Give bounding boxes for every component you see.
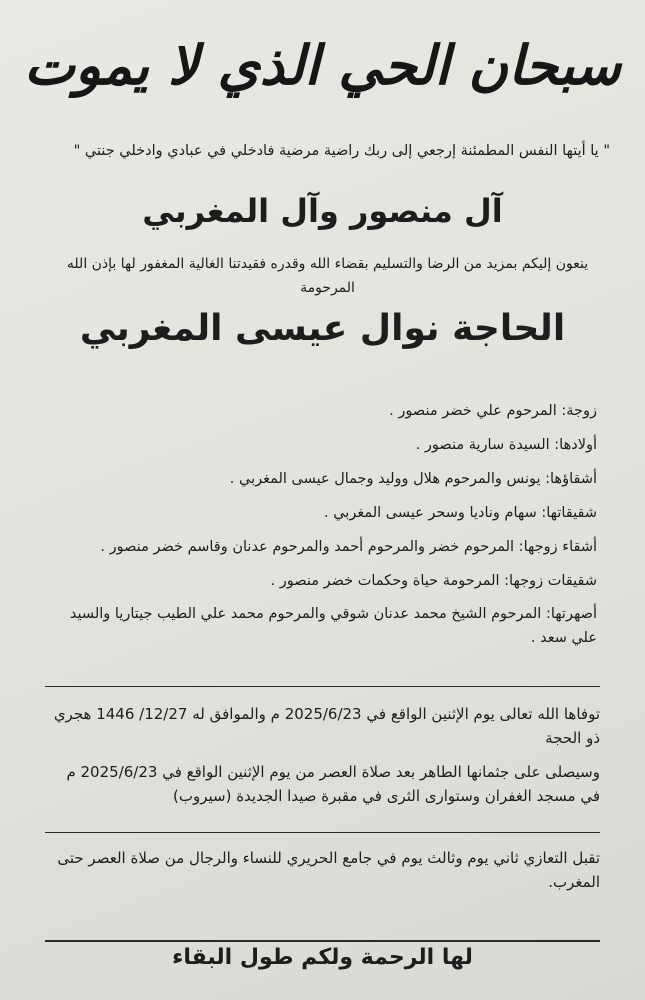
quran-verse: " يا أيتها النفس المطمئنة إرجعي إلى ربك راضية مرضية فادخلي في عبادي وادخلي جنتي " <box>73 143 610 159</box>
funeral-notice: وسيصلى على جثمانها الطاهر بعد صلاة العصر من يوم الإثنين الواقع في 2025/6/23 م في مسجد الغفران وستوارى الثرى في مقبرة صيدا الجديدة (سيروب) <box>66 763 600 805</box>
family-name: آل منصور وآل المغربي <box>142 192 503 230</box>
relative-line-sisters: شقيقاتها: سهام وناديا وسحر عيسى المغربي . <box>323 505 597 521</box>
closing-phrase: لها الرحمة ولكم طول البقاء <box>172 945 473 970</box>
divider-line <box>45 686 600 687</box>
divider-line <box>45 832 600 833</box>
announcement-text: ينعون إليكم بمزيد من الرضا والتسليم بقضاء الله وقدره فقيدتنا الغالية المغفور لها بإذن الله المرحومة <box>66 256 589 296</box>
relative-line-brothers: أشقاؤها: يونس والمرحوم هلال ووليد وجمال عيسى المغربي . <box>229 471 597 487</box>
relative-line-sisters-in-law: شقيقات زوجها: المرحومة حياة وحكمات خضر منصور . <box>270 573 597 589</box>
condolences-notice: تقبل التعازي ثاني يوم وثالث يوم في جامع الحريري للنساء والرجال من صلاة العصر حتى المغرب. <box>57 849 600 891</box>
deceased-name: الحاجة نوال عيسى المغربي <box>79 308 566 349</box>
death-notice: توفاها الله تعالى يوم الإثنين الواقع في 2025/6/23 م والموافق له 12/27/ 1446 هجري ذو الحجة <box>53 705 600 747</box>
calligraphy-title: سبحان الحي الذي لا يموت <box>24 33 621 97</box>
relative-line-children: أولادها: السيدة سارية منصور . <box>415 437 597 453</box>
relative-line-brothers-in-law: أشقاء زوجها: المرحوم خضر والمرحوم أحمد والمرحوم عدنان وقاسم خضر منصور . <box>100 539 597 555</box>
relatives-list <box>40 398 597 650</box>
divider-line <box>45 940 600 942</box>
relative-line-spouse: زوجة: المرحوم علي خضر منصور . <box>389 403 597 419</box>
relative-line-sons-in-law: أصهرتها: المرحوم الشيخ محمد عدنان شوقي والمرحوم محمد علي الطيب جيتاريا والسيد علي سعد . <box>69 606 597 646</box>
